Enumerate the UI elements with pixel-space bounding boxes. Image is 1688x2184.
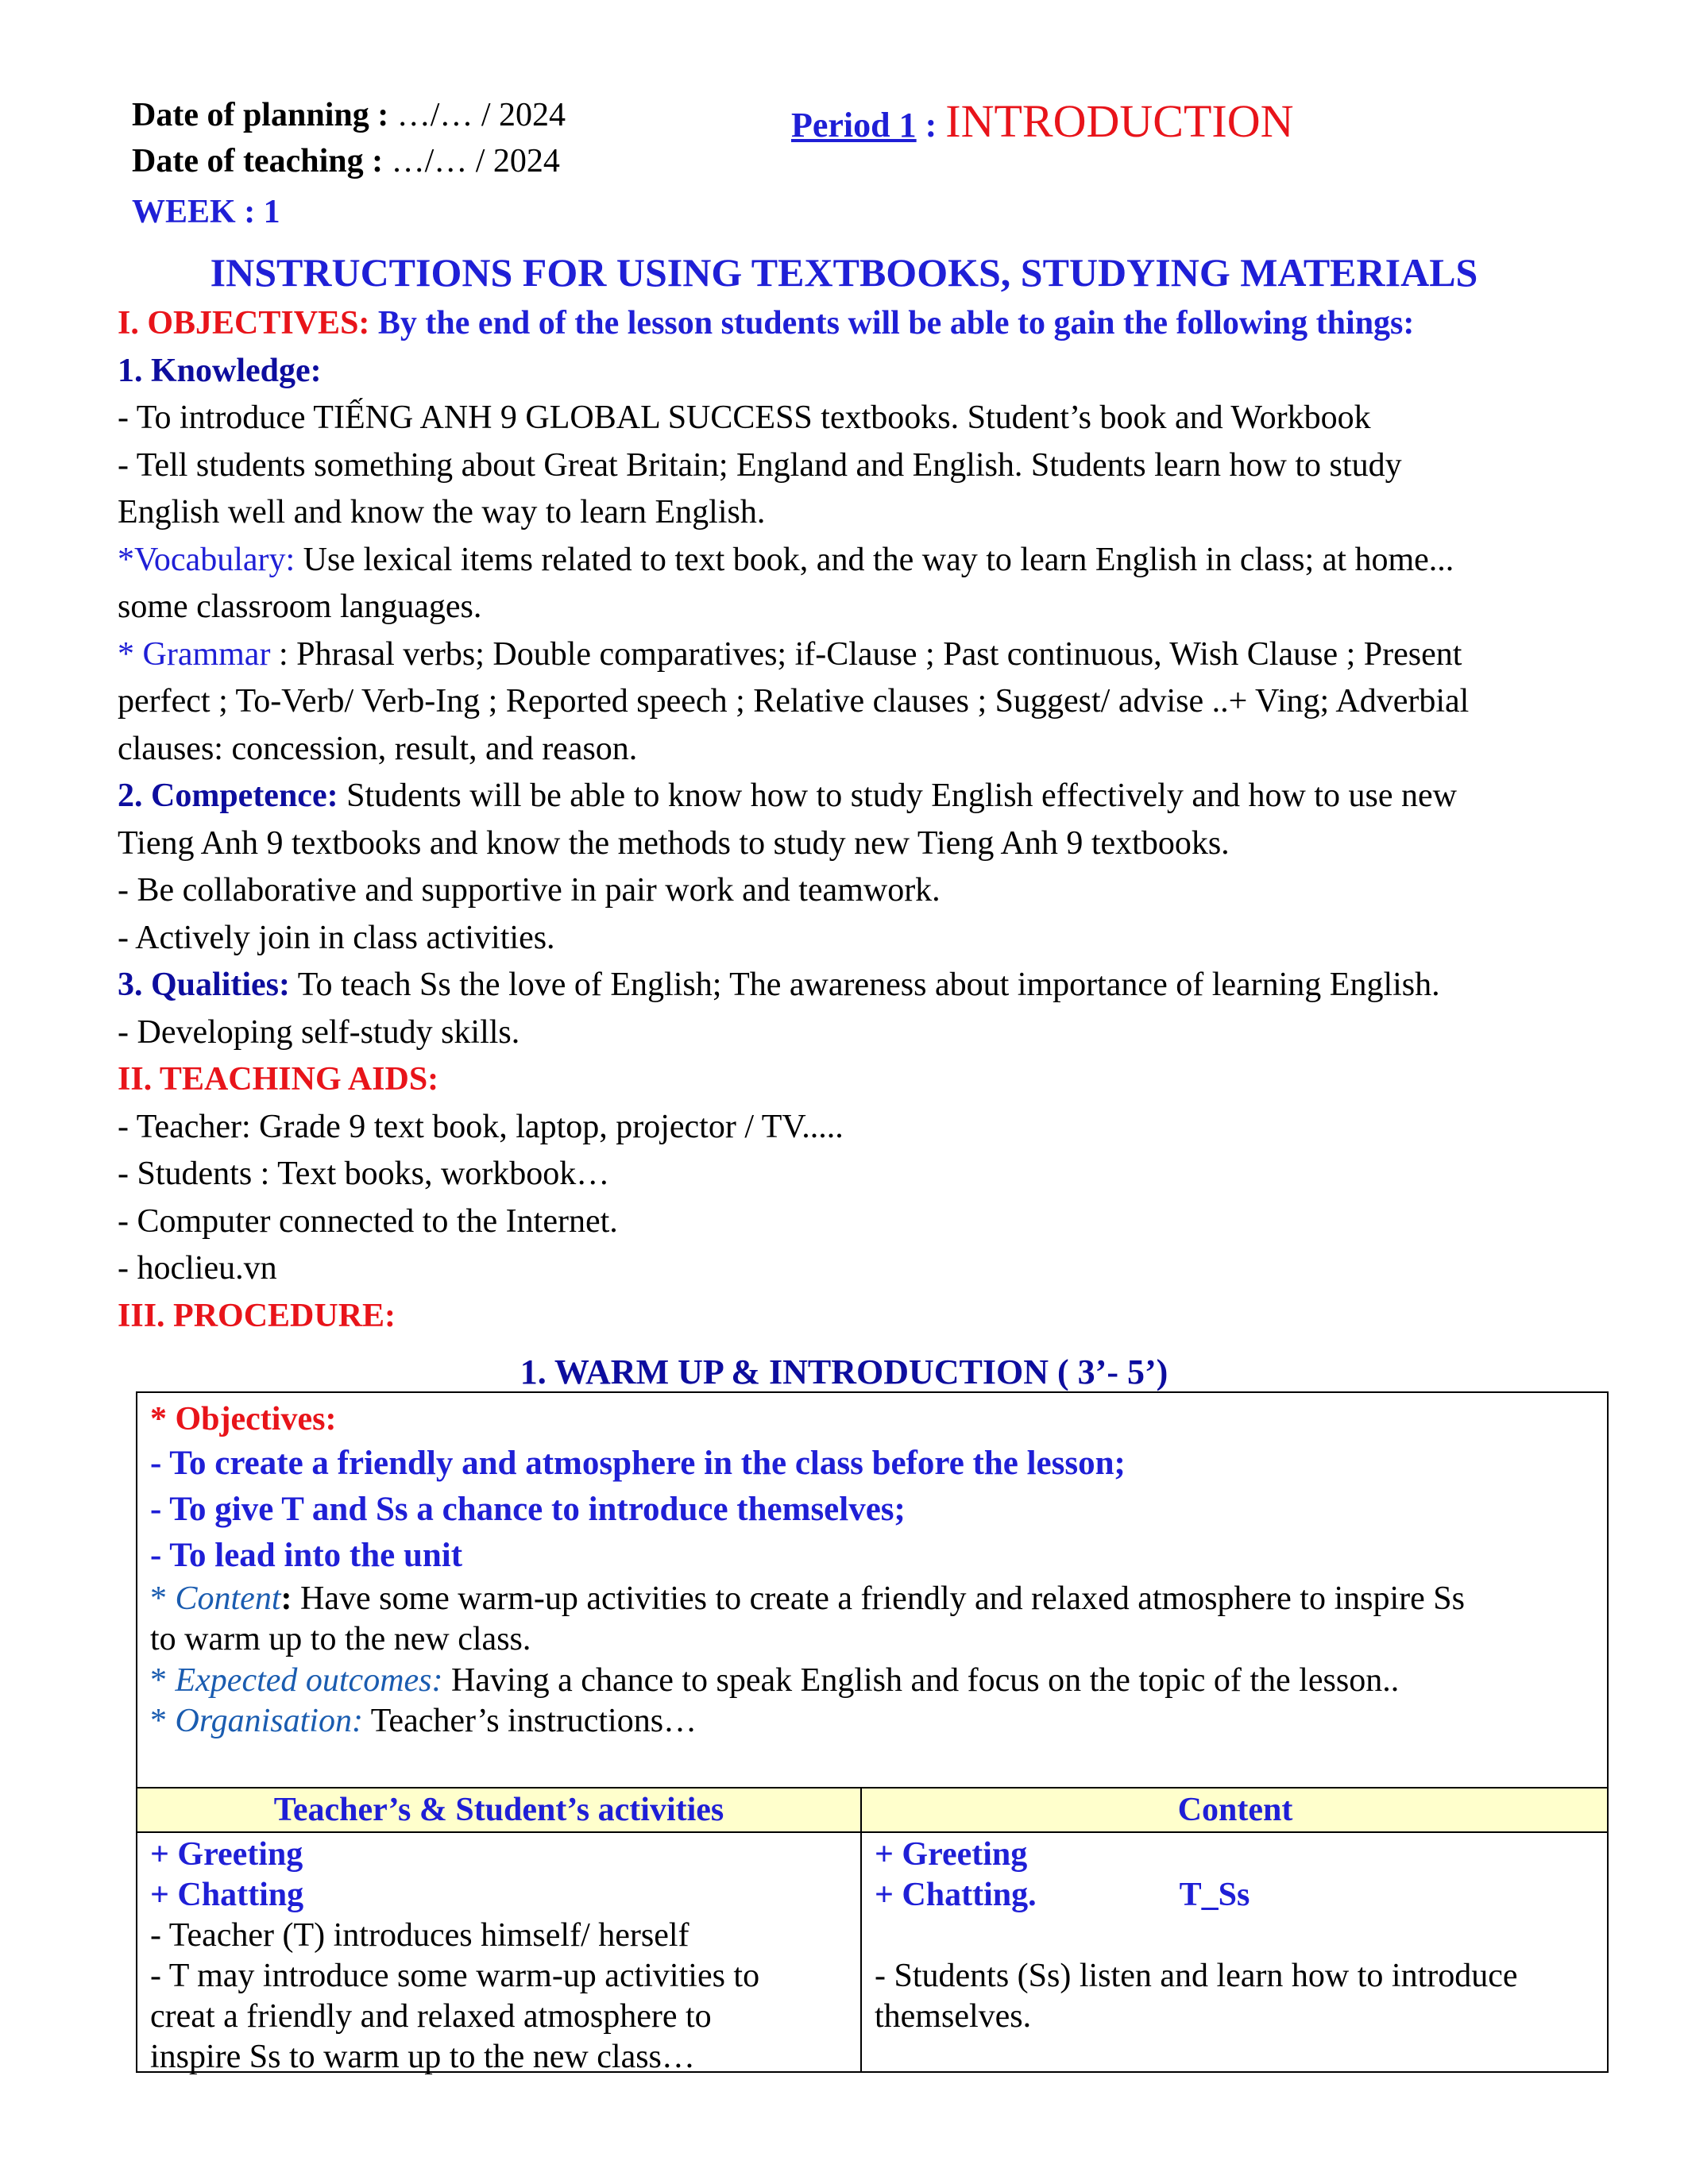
right-line-2: themselves. bbox=[875, 1998, 1032, 2035]
box-content-line-2: to warm up to the new class. bbox=[150, 1621, 531, 1657]
date-of-planning bbox=[132, 92, 566, 138]
competence-line-1 bbox=[118, 773, 1587, 820]
objectives-section bbox=[118, 300, 1587, 1340]
left-chatting: + Chatting bbox=[150, 1877, 304, 1913]
knowledge-line-1: - To introduce TIẾNG ANH 9 GLOBAL SUCCESS textbooks. Student’s book and Workbook bbox=[118, 399, 1371, 436]
competence-line-2: Tieng Anh 9 textbooks and know the methods to study new Tieng Anh 9 textbooks. bbox=[118, 824, 1230, 862]
vocabulary-text: Use lexical items related to text book, and the way to learn English in class; at home... bbox=[295, 541, 1454, 578]
teaching-label: Date of teaching : bbox=[132, 143, 384, 179]
qualities-line-2: - Developing self-study skills. bbox=[118, 1013, 520, 1051]
expected-star: * bbox=[150, 1661, 176, 1699]
teaching-aids-heading: II. TEACHING AIDS: bbox=[118, 1061, 439, 1098]
grammar-line-1 bbox=[118, 631, 1587, 679]
grammar-label: * Grammar bbox=[118, 635, 271, 673]
box-objective-1: - To create a friendly and atmosphere in the class before the lesson; bbox=[150, 1444, 1126, 1482]
knowledge-heading: 1. Knowledge: bbox=[118, 352, 322, 389]
organisation-star: * bbox=[150, 1703, 176, 1739]
box-organisation-line bbox=[150, 1701, 1594, 1742]
procedure-heading: III. PROCEDURE: bbox=[118, 1297, 396, 1334]
qualities-line-1 bbox=[118, 962, 1587, 1009]
content-star: * bbox=[150, 1580, 176, 1617]
content-text: Have some warm-up activities to create a friendly and relaxed atmosphere to inspire Ss bbox=[292, 1580, 1465, 1617]
box-expected-line bbox=[150, 1661, 1594, 1702]
warmup-objectives-box bbox=[136, 1391, 1609, 1788]
box-objective-3: - To lead into the unit bbox=[150, 1536, 463, 1574]
box-content-line-1 bbox=[150, 1579, 1594, 1620]
box-objectives-label: * Objectives: bbox=[150, 1401, 337, 1437]
grammar-line-3: clauses: concession, result, and reason. bbox=[118, 730, 638, 767]
planning-value: …/… / 2024 bbox=[388, 97, 566, 133]
left-line-4: inspire Ss to warm up to the new class… bbox=[150, 2039, 695, 2075]
planning-label: Date of planning : bbox=[132, 97, 389, 133]
vocabulary-line-1 bbox=[118, 537, 1587, 585]
period-separator: : bbox=[916, 106, 946, 145]
left-line-2: - T may introduce some warm-up activities to bbox=[150, 1958, 760, 1994]
left-line-3: creat a friendly and relaxed atmosphere to bbox=[150, 1998, 712, 2035]
objectives-intro: By the end of the lesson students will be able to gain the following things: bbox=[369, 305, 1415, 341]
expected-text: Having a chance to speak English and focus on the topic of the lesson.. bbox=[442, 1661, 1400, 1699]
vocabulary-line-2: some classroom languages. bbox=[118, 588, 482, 625]
qualities-text: To teach Ss the love of English; The awareness about importance of learning English. bbox=[290, 967, 1440, 1003]
week-label: WEEK : 1 bbox=[132, 194, 280, 230]
organisation-text: Teacher’s instructions… bbox=[362, 1703, 697, 1739]
objectives-heading-line bbox=[118, 300, 1587, 348]
content-colon: : bbox=[280, 1580, 292, 1617]
right-chatting: + Chatting. bbox=[875, 1877, 1037, 1913]
table-cell-activities bbox=[150, 1835, 849, 2078]
warmup-section-title: 1. WARM UP & INTRODUCTION ( 3’- 5’) bbox=[520, 1352, 1168, 1391]
right-tss: T_Ss bbox=[1179, 1877, 1250, 1913]
teaching-value: …/… / 2024 bbox=[383, 143, 560, 179]
vocabulary-label: *Vocabulary: bbox=[118, 541, 295, 578]
date-of-teaching bbox=[132, 138, 560, 184]
grammar-line-2: perfect ; To-Verb/ Verb-Ing ; Reported speech ; Relative clauses ; Suggest/ advise ..+ Ving; Adverbial bbox=[118, 683, 1470, 720]
box-objective-2: - To give T and Ss a chance to introduce themselves; bbox=[150, 1490, 906, 1528]
period-heading bbox=[791, 94, 1293, 161]
competence-line-3: - Be collaborative and supportive in pair work and teamwork. bbox=[118, 872, 941, 909]
content-label: Content bbox=[175, 1580, 281, 1617]
organisation-label: Organisation: bbox=[175, 1703, 363, 1739]
activities-table bbox=[136, 1787, 1609, 2073]
period-label: Period 1 bbox=[791, 106, 917, 145]
teaching-aid-item: - Students : Text books, workbook… bbox=[118, 1156, 610, 1192]
teaching-aid-item: - Teacher: Grade 9 text book, laptop, projector / TV..... bbox=[118, 1108, 844, 1145]
grammar-text: : Phrasal verbs; Double comparatives; if-Clause ; Past continuous, Wish Clause ; Present bbox=[270, 635, 1462, 673]
competence-heading: 2. Competence: bbox=[118, 778, 338, 814]
competence-text: Students will be able to know how to study English effectively and how to use new bbox=[338, 778, 1457, 814]
right-line-1: - Students (Ss) listen and learn how to introduce bbox=[875, 1958, 1518, 1994]
table-header-content: Content bbox=[1177, 1792, 1293, 1828]
expected-label: Expected outcomes: bbox=[175, 1661, 443, 1699]
table-header-activities: Teacher’s & Student’s activities bbox=[273, 1792, 724, 1828]
right-spacer bbox=[875, 1916, 1597, 1956]
left-line-1: - Teacher (T) introduces himself/ herself bbox=[150, 1917, 689, 1954]
left-greeting: + Greeting bbox=[150, 1836, 303, 1873]
knowledge-line-2: - Tell students something about Great Britain; England and English. Students learn how to study bbox=[118, 446, 1402, 484]
table-cell-content bbox=[875, 1835, 1597, 2037]
knowledge-line-3: English well and know the way to learn English. bbox=[118, 494, 766, 531]
page-title: INSTRUCTIONS FOR USING TEXTBOOKS, STUDYING MATERIALS bbox=[210, 250, 1478, 295]
objectives-heading: I. OBJECTIVES: bbox=[118, 305, 370, 341]
period-title: INTRODUCTION bbox=[945, 95, 1294, 147]
right-greeting: + Greeting bbox=[875, 1836, 1028, 1873]
right-chatting-line bbox=[875, 1875, 1597, 1916]
teaching-aid-item: - hoclieu.vn bbox=[118, 1250, 277, 1287]
teaching-aid-item: - Computer connected to the Internet. bbox=[118, 1202, 618, 1240]
competence-line-4: - Actively join in class activities. bbox=[118, 919, 555, 956]
qualities-heading: 3. Qualities: bbox=[118, 967, 290, 1003]
